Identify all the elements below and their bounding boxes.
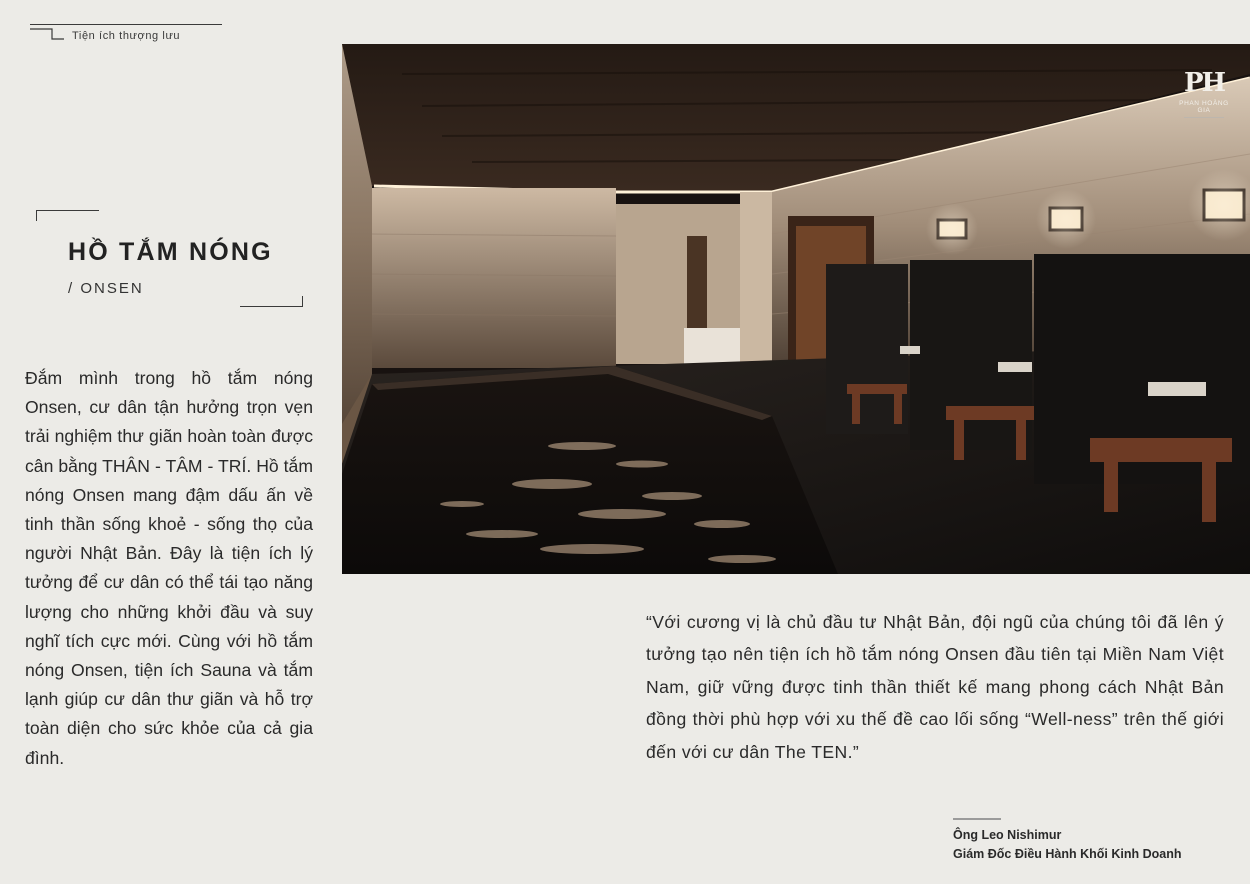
onsen-illustration — [342, 44, 1250, 574]
header-rule — [30, 24, 222, 25]
body-paragraph: Đắm mình trong hồ tắm nóng Onsen, cư dân tận hưởng trọn vẹn trải nghiệm thư giãn hoàn toàn được cân bằng THÂN - TÂM - TRÍ. Hồ tắm nóng Onsen mang đậm dấu ấn về tinh thần sống khoẻ - sống thọ của người Nhật Bản. Đây là tiện ích lý tưởng để cư dân có thể tái tạo năng lượng cho những khởi đầu và suy nghĩ tích cực mới. Cùng với hồ tắm nóng Onsen, tiện ích Sauna và tắm lạnh giúp cư dân thư giãn và hỗ trợ toàn diện cho sức khỏe của cả gia đình. — [25, 368, 313, 768]
onsen-photo — [342, 44, 1250, 574]
quote-author-title: Giám Đốc Điều Hành Khối Kinh Doanh — [953, 847, 1182, 861]
brand-logo-rule — [1184, 117, 1224, 118]
section-subtitle: / ONSEN — [68, 280, 144, 297]
header-bracket-icon — [30, 28, 64, 40]
title-corner-top-left — [36, 210, 99, 221]
quote-author-name: Ông Leo Nishimur — [953, 828, 1062, 842]
brand-logo — [1172, 68, 1236, 118]
testimonial-quote: “Với cương vị là chủ đầu tư Nhật Bản, đội ngũ của chúng tôi đã lên ý tưởng tạo nên tiện ích hồ tắm nóng Onsen đầu tiên tại Miền Nam Việt Nam, giữ vững được tinh thần thiết kế mang phong cách Nhật Bản đồng thời phù hợp với xu thế đề cao lối sống “Well-ness” trên thế giới đến với cư dân The TEN.” — [646, 612, 1224, 762]
header-label: Tiện ích thượng lưu — [72, 30, 181, 42]
section-title: HỒ TẮM NÓNG — [68, 238, 273, 266]
title-corner-bottom-right — [240, 296, 303, 307]
brand-logo-mark: PH — [1183, 68, 1225, 98]
brand-logo-name: PHAN HOÀNG GIA — [1179, 100, 1229, 114]
signature-rule — [953, 818, 1001, 820]
